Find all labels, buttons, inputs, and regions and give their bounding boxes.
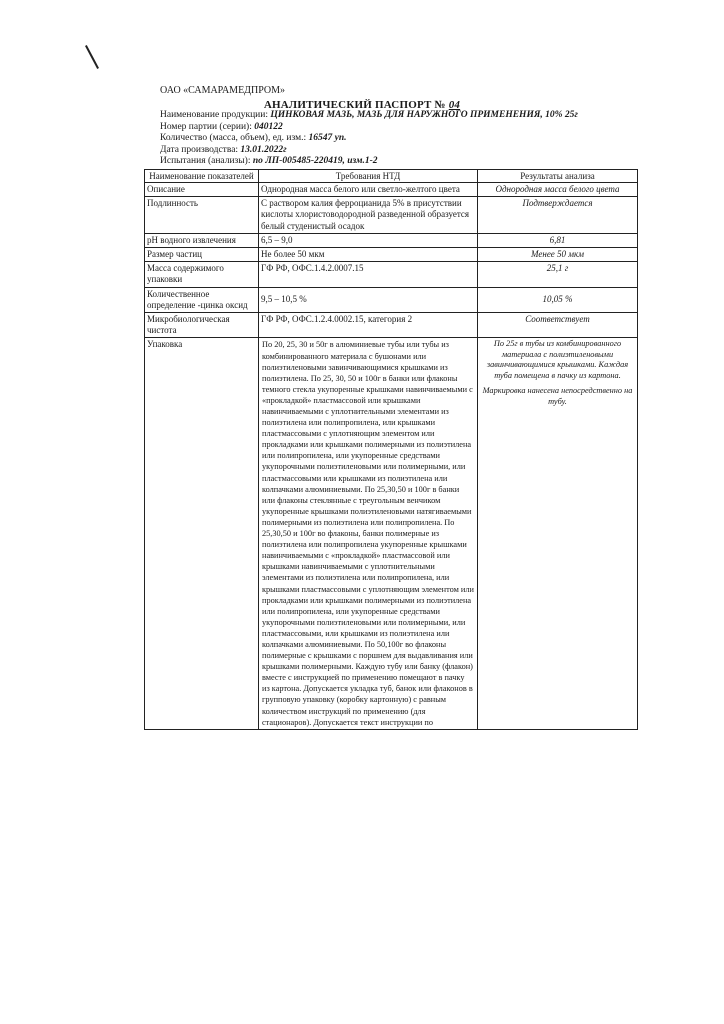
- row-name: Подлинность: [145, 197, 259, 234]
- header-indicator: Наименование показателей: [145, 170, 259, 183]
- row-result: Однородная масса белого цвета: [478, 183, 638, 197]
- table-row: [145, 197, 638, 234]
- meta-value: 040122: [254, 121, 283, 132]
- row-result: Подтверждается: [478, 197, 638, 234]
- row-requirement: 9,5 – 10,5 %: [259, 287, 478, 312]
- title-number: 04: [448, 99, 461, 111]
- packaging-result: [478, 338, 638, 729]
- table-row: [145, 262, 638, 287]
- document-meta: [160, 110, 578, 168]
- table-row: [145, 287, 638, 312]
- table-row: [145, 183, 638, 197]
- row-result: Соответствует: [478, 313, 638, 338]
- row-name: Описание: [145, 183, 259, 197]
- meta-label: Испытания (анализы):: [160, 156, 251, 167]
- row-requirement: С раствором калия ферроцианида 5% в присутствии кислоты хлористоводородной разведенной образуется белый студенистый осадок: [259, 197, 478, 234]
- row-name: Упаковка: [145, 338, 259, 729]
- meta-label: Номер партии (серии):: [160, 121, 252, 132]
- handwritten-mark: [85, 45, 99, 69]
- row-name: Размер частиц: [145, 248, 259, 262]
- row-name: Количественное определение -цинка оксид: [145, 287, 259, 312]
- row-result: 25,1 г: [478, 262, 638, 287]
- meta-label: Дата производства:: [160, 144, 239, 155]
- header-requirements: Требования НТД: [259, 170, 478, 183]
- row-requirement: Однородная масса белого или светло-желтого цвета: [259, 183, 478, 197]
- table-header-row: [145, 170, 638, 183]
- row-name: Микробиологическая чистота: [145, 313, 259, 338]
- packaging-requirement: По 20, 25, 30 и 50г в алюминиевые тубы или тубы из комбинированного материала с бушонами или полиэтиленовыми завинчивающимися крышками из полиэтилена. По 25, 30, 50 и 100г в банки или флаконы темного стекла укупоренные крышками навинчиваемыми с «прокладкой» пластмассовой или крышками навинчиваемыми с уплотнительными элементами из полиэтилена или полипропилена, или крышками пластмассовыми с уплотняющим элементом или прокладками или крышками полимерными из полиэтилена или полипропилена, или укупоренные средствами укупорочными полиэтиленовыми или полимерными, или пластмассовыми или крышками из полиэтилена или колпачками алюминиевыми. По 25,30,50 и 100г в банки или флаконы стеклянные с треугольным венчиком укупоренные крышками полиэтиленовыми натягиваемыми полимерными из полиэтилена или полипропилена. По 25,30,50 и 100г во флаконы, банки полимерные из полиэтилена или полипропилена укупоренные крышками навинчиваемыми с «прокладкой» пластмассовой или крышками навинчиваемыми с уплотнительными элементами из полиэтилена или полипропилена, или крышками пластмассовыми с уплотняющим элементом или прокладками или крышками полимерными из полиэтилена или полипропилена, или укупоренные средствами укупорочными полиэтиленовыми или полимерными, или пластмассовыми, или крышками из полиэтилена или колпачками алюминиевыми. По 50,100г во флаконы полимерные с крышками с поршнем для выдавливания или крышками полимерными. Каждую тубу или банку (флакон) вместе с инструкцией по применению помещают в пачку из картона. Допускается укладка туб, банок или флаконов в групповую упаковку (коробку картонную) с равным количеством инструкций по применению (для стационаров). Допускается текст инструкции по: [259, 338, 478, 729]
- packaging-marking-text: Маркировка нанесена непосредственно на тубу.: [482, 386, 633, 406]
- row-result: 6,81: [478, 233, 638, 247]
- packaging-result-text: По 25г в тубы из комбинированного материала с полиэтиленовыми завинчивающимися крышками. Каждая туба помещена в пачку из картона.: [486, 339, 629, 380]
- organization-name: ОАО «САМАРАМЕДПРОМ»: [160, 85, 286, 96]
- meta-date: [160, 145, 578, 157]
- meta-value: 13.01.2022г: [240, 144, 287, 155]
- meta-label: Наименование продукции:: [160, 110, 268, 120]
- row-requirement: ГФ РФ, ОФС.1.4.2.0007.15: [259, 262, 478, 287]
- row-name: pH водного извлечения: [145, 233, 259, 247]
- meta-value: ЦИНКОВАЯ МАЗЬ, МАЗЬ ДЛЯ НАРУЖНОГО ПРИМЕНЕНИЯ, 10% 25г: [270, 110, 578, 120]
- meta-value: по ЛП-005485-220419, изм.1-2: [252, 156, 378, 167]
- meta-label: Количество (масса, объем), ед. изм.:: [160, 133, 307, 144]
- table-row-packaging: [145, 338, 638, 729]
- meta-quantity: [160, 133, 578, 145]
- row-result: Менее 50 мкм: [478, 248, 638, 262]
- row-requirement: 6,5 – 9,0: [259, 233, 478, 247]
- meta-tests: [160, 156, 578, 168]
- row-name: Масса содержимого упаковки: [145, 262, 259, 287]
- title-prefix: АНАЛИТИЧЕСКИЙ ПАСПОРТ №: [263, 99, 446, 111]
- table-row: [145, 233, 638, 247]
- row-requirement: ГФ РФ, ОФС.1.2.4.0002.15, категория 2: [259, 313, 478, 338]
- analysis-table: [144, 169, 638, 730]
- meta-batch: [160, 122, 578, 134]
- table-row: [145, 313, 638, 338]
- header-results: Результаты анализа: [478, 170, 638, 183]
- meta-value: 16547 уп.: [308, 133, 347, 144]
- table-row: [145, 248, 638, 262]
- meta-product: [160, 110, 578, 122]
- row-requirement: Не более 50 мкм: [259, 248, 478, 262]
- row-result: 10,05 %: [478, 287, 638, 312]
